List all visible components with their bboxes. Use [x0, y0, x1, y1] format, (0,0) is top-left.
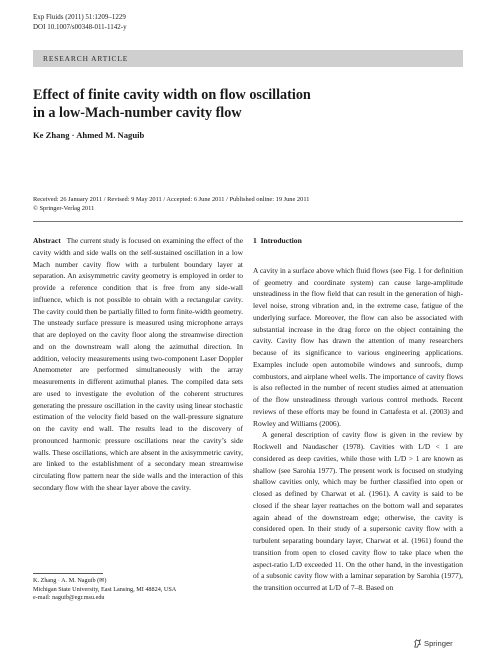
journal-header — [33, 13, 127, 32]
abstract-line: ence condition that is free from any side-wall influence, — [33, 283, 243, 304]
abstract-line: the interaction of this secondary flow with the shear layer — [33, 471, 243, 492]
history-line: Received: 26 January 2011 / Revised: 9 May 2011 / Accepted: 6 June 2011 / Published online: 19 June 2011 — [33, 196, 310, 203]
abstract-line: wall. The results lead to the discovery of pronounced — [33, 424, 243, 445]
abstract-line: measurements in different azimuthal planes. The compiled — [33, 377, 217, 386]
intro-line: for definition of geometry and coordinate system) can — [253, 265, 464, 287]
abstract-line: coherent structures generating the pressure oscillation in — [33, 388, 243, 410]
intro-line: lying surface. Moreover, the flow can also be associated — [269, 312, 450, 322]
article-type-ribbon: RESEARCH ARTICLE — [33, 50, 463, 67]
intro-line: can result in the generation of high-level noise, strong — [253, 289, 463, 310]
article-title — [33, 86, 463, 122]
journal-citation: Exp Fluids (2011) 51:1209–1229 — [33, 13, 126, 21]
section-heading — [253, 235, 463, 247]
intro-line: A cavity in a surface above which fluid flows (see Fig. 1 — [253, 265, 424, 275]
intro-paragraph — [253, 265, 463, 430]
intro-line: exceeded 11. On the other hand, in the investigation of a — [253, 559, 463, 581]
abstract-line: cavity, are linked to the establishment of a secondary mean — [33, 447, 243, 469]
intro-line: L/D > 1 are known as shallow (see Sarohia 1977). The — [253, 453, 463, 475]
springer-horse-icon — [413, 639, 422, 648]
intro-line: subsonic cavity flow with a laminar separation by Sarohia — [266, 571, 442, 581]
abstract-line: surements using two-component Laser Doppler Anemo — [33, 353, 243, 375]
author-list: Ke Zhang · Ahmed M. Naguib — [33, 130, 145, 140]
abstract-line: above the cavity. — [140, 482, 191, 492]
author-affiliation-footnote — [33, 577, 176, 603]
intro-line: Charwat et al. (1961) found the transition from open to — [253, 536, 463, 557]
introduction-column — [253, 235, 463, 594]
footnote-authors: K. Zhang · A. M. Naguib (✉) — [33, 577, 107, 584]
intro-line: also reflected in the number of recent studies aimed at — [260, 383, 430, 393]
abstract-line: meter are performed simultaneously with the array — [54, 365, 243, 375]
abstract-line: tained oscillation in a low Mach number cavity flow with a — [33, 247, 243, 269]
footnote-affiliation: Michigan State University, East Lansing, MI 48824, USA — [33, 585, 177, 593]
intro-paragraph — [253, 429, 463, 594]
abstract-line: streamwise circulating flow pattern near the side walls and — [33, 459, 243, 480]
abstract-line: The cavity could then be partially filled to form finite-width — [33, 306, 214, 316]
doi-line[interactable]: DOI 10.1007/s00348-011-1142-y — [33, 22, 127, 31]
intro-line: cause large-amplitude unsteadiness in the flow field that — [253, 277, 463, 299]
footnote-divider — [33, 573, 103, 574]
intro-line: control methods. Recent reviews of these efforts may be — [253, 395, 463, 416]
intro-line: attenuation of the flow unsteadiness through various — [253, 383, 463, 404]
abstract-line: harmonic pressure oscillations near the cavity’s side walls. — [33, 435, 243, 457]
abstract-line: the cavity using linear stochastic estimation of the velocity — [33, 400, 243, 422]
abstract-line: which is not possible to obtain with a rectangular cavity. — [65, 294, 243, 304]
abstract-line: turbulent boundary layer at separation. An axisymmetric — [33, 259, 243, 281]
section-title: Introduction — [260, 236, 302, 245]
springer-logo — [413, 639, 453, 648]
abstract-line: These oscillations, which are absent in the axisymmetric — [52, 447, 224, 457]
abstract-line: along the azimuthal direction. In addition, velocity mea — [33, 341, 243, 363]
intro-line: vibration and, in the extreme case, fatigue of the under — [253, 301, 463, 322]
abstract-line: cavity geometry is employed in order to provide a refer — [33, 271, 243, 292]
intro-line: (2006). — [319, 418, 341, 428]
abstract-line: data sets are used to investigate the evolution of the — [33, 377, 243, 398]
intro-line: A general description of cavity flow is given in the — [262, 430, 432, 440]
intro-line: mobile windows and sunroofs, dump combustors, and — [253, 359, 463, 381]
abstract-column — [33, 235, 243, 494]
intro-line: cavity flow with a turbulent separating boundary layer, — [253, 524, 463, 545]
intro-line: of many researchers because of its significance to various — [253, 336, 463, 357]
intro-line: defined by Charwat et al. (1961). A cavity is said to be — [284, 489, 464, 498]
abstract-text — [33, 236, 243, 492]
title-line: in a low-Mach-number cavity flow — [33, 105, 242, 121]
intro-line: review by Rockwell and Naudascher (1978). Cavities with — [253, 430, 463, 451]
copyright-line: © Springer-Verlag 2011 — [33, 205, 95, 212]
intro-line: found in Cattafesta et al. (2003) and Rowley and Williams — [253, 406, 463, 428]
header-divider — [33, 221, 463, 222]
intro-line: the cavity is considered open. In their study of a supersonic — [253, 512, 463, 534]
section-number: 1 — [253, 236, 257, 245]
intro-line: L/D < 1 are considered as deep cavities, while those with — [253, 442, 463, 463]
intro-line: (1977), the transition occurred at L/D of 7–8. Based on — [253, 571, 464, 592]
abstract-line: effect of the cavity width and side walls on the self-sus — [33, 236, 244, 257]
abstract-paragraph — [33, 235, 243, 494]
publisher-name: Springer — [424, 639, 453, 648]
intro-line: containing the cavity. Cavity flow has drawn the attention — [253, 324, 463, 346]
intro-line: closed if the shear layer reattaches on the bottom wall and — [253, 500, 436, 510]
footnote-email[interactable]: e-mail: naguib@egr.msu.edu — [33, 594, 105, 602]
abstract-line: geometry. The unsteady surface pressure is measured using — [33, 306, 243, 328]
intro-line: separates again ahead of the downstream edge; otherwise, — [253, 500, 463, 522]
intro-line: airplane wheel wells. The importance of cavity flows is — [253, 371, 463, 393]
title-line: Effect of finite cavity width on flow oscillation — [33, 87, 311, 103]
publication-dates — [33, 195, 463, 213]
intro-line: with substantial increase in the drag force on the object — [253, 312, 463, 334]
abstract-line: along the streamwise direction and on the downstream wall — [33, 330, 243, 351]
abstract-line: microphone arrays that are deployed on the cavity floor — [33, 318, 244, 339]
intro-line: engineering applications. Examples include open auto — [253, 348, 463, 369]
intro-line: which may be further classified into open or closed as — [253, 477, 464, 498]
intro-line: present work is focused on studying shallow cavities only, — [253, 465, 463, 487]
abstract-line: field based on the wall-pressure signature on the cavity end — [33, 412, 243, 433]
intro-line: closed cavity flow to take place when the aspect-ratio L/D — [253, 547, 463, 569]
abstract-line: The current study is focused on examining the — [66, 236, 208, 245]
abstract-label: Abstract — [33, 236, 61, 245]
